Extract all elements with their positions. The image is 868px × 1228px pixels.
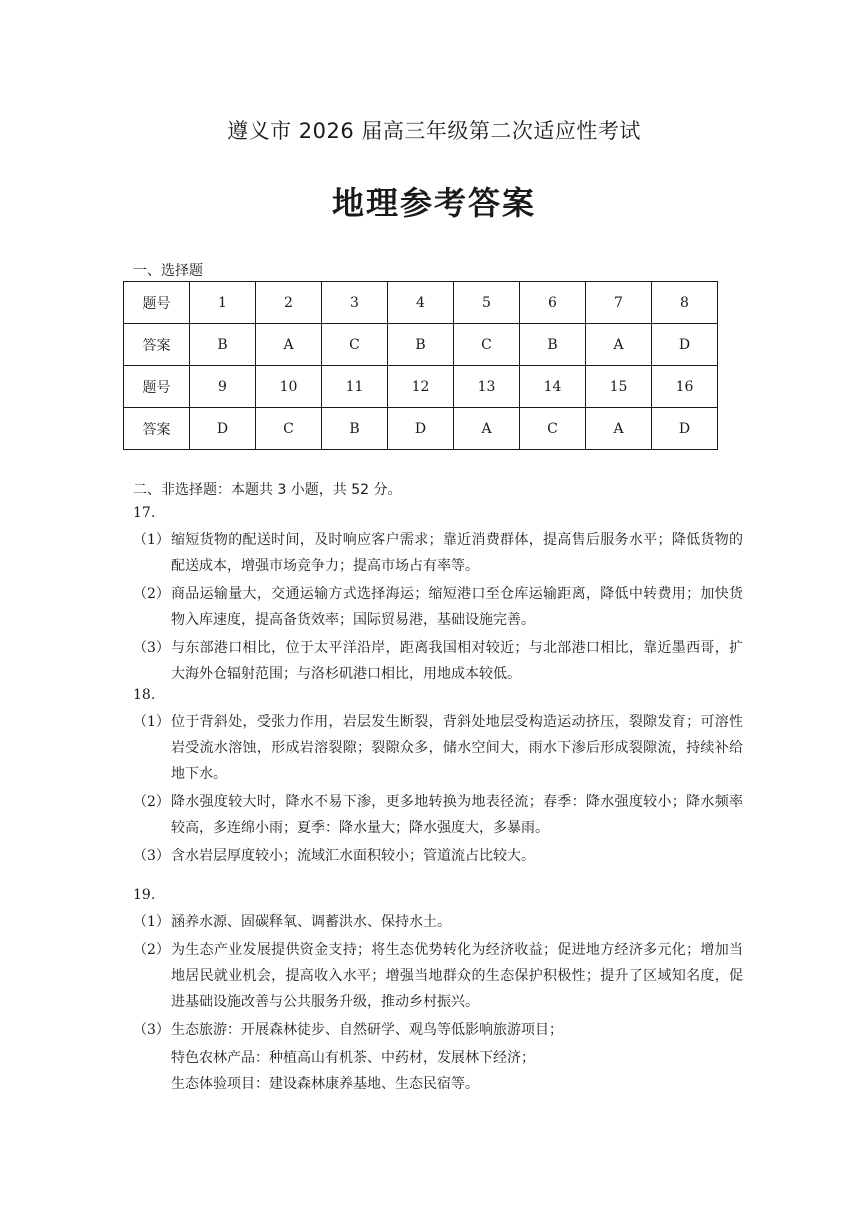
answer-table-row [124, 408, 718, 450]
answer-table-cell: B [190, 324, 256, 366]
section-heading-choice: 一、选择题 [133, 263, 203, 279]
answer-label: （1） [133, 714, 170, 730]
answer-text: 位于背斜处，受张力作用，岩层发生断裂，背斜处地层受构造运动挤压，裂隙发育；可溶性岩受流水溶蚀，形成岩溶裂隙；裂隙众多，储水空间大，雨水下渗后形成裂隙流，持续补给地下水。 [171, 714, 743, 782]
answer-continuation: 特色农林产品：种植高山有机茶、中药材，发展林下经济； [171, 1050, 535, 1066]
question-number: 17. [133, 505, 156, 521]
answer-table-cell: B [520, 324, 586, 366]
question-number: 18. [133, 687, 156, 703]
answer-text: 为生态产业发展提供资金支持；将生态优势转化为经济收益；促进地方经济多元化；增加当地居民就业机会，提高收入水平；增强当地群众的生态保护积极性；提升了区域知名度，促进基础设施改善与公共服务升级，推动乡村振兴。 [171, 942, 743, 1010]
answer-table-cell: 8 [652, 282, 718, 324]
answer-table-cell: A [586, 324, 652, 366]
answer-label: （1） [133, 532, 170, 548]
answer-table-row [124, 324, 718, 366]
answer-table-cell: 10 [256, 366, 322, 408]
answer-table-row [124, 282, 718, 324]
answer-label: （2） [133, 586, 170, 602]
row-header-cell: 题号 [124, 282, 190, 324]
answer-table-cell: C [454, 324, 520, 366]
answer-table-cell: 1 [190, 282, 256, 324]
answer-item [133, 709, 743, 787]
question-number: 19. [133, 887, 156, 903]
answer-item [133, 937, 743, 1015]
answer-label: （1） [133, 914, 170, 930]
answer-table-cell: D [388, 408, 454, 450]
answer-table-cell: 5 [454, 282, 520, 324]
answer-table-cell: 11 [322, 366, 388, 408]
answer-item [133, 527, 743, 579]
answer-text: 与东部港口相比，位于太平洋沿岸，距离我国相对较近；与北部港口相比，靠近墨西哥，扩大海外仓辐射范围；与洛杉矶港口相比，用地成本较低。 [171, 640, 743, 682]
row-header-cell: 答案 [124, 408, 190, 450]
answer-item [133, 909, 743, 935]
exam-title: 遵义市 2026 届高三年级第二次适应性考试 [227, 119, 641, 143]
question-18 [133, 687, 743, 871]
answer-text: 生态旅游：开展森林徒步、自然研学、观鸟等低影响旅游项目； [171, 1022, 563, 1038]
answer-table-cell: D [190, 408, 256, 450]
answer-table-cell: 13 [454, 366, 520, 408]
answer-table-cell: 12 [388, 366, 454, 408]
answer-table-cell: 4 [388, 282, 454, 324]
answer-label: （3） [133, 640, 170, 656]
question-19 [133, 887, 743, 1097]
section-heading-nonchoice: 二、非选择题：本题共 3 小题，共 52 分。 [133, 482, 402, 498]
answer-table-cell: 6 [520, 282, 586, 324]
answer-item [133, 635, 743, 687]
answer-table-cell: 9 [190, 366, 256, 408]
answer-table-cell: D [652, 324, 718, 366]
answer-label: （2） [133, 794, 170, 810]
answer-item [133, 843, 743, 869]
answer-table-cell: 7 [586, 282, 652, 324]
answer-table-cell: C [256, 408, 322, 450]
answer-table-cell: 15 [586, 366, 652, 408]
answer-table-cell: A [454, 408, 520, 450]
answer-text: 降水强度较大时，降水不易下渗，更多地转换为地表径流；春季：降水强度较小；降水频率较高，多连绵小雨；夏季：降水量大；降水强度大，多暴雨。 [171, 794, 743, 836]
answer-continuation: 生态体验项目：建设森林康养基地、生态民宿等。 [171, 1076, 479, 1092]
answer-label: （3） [133, 848, 170, 864]
answer-text: 含水岩层厚度较小；流域汇水面积较小；管道流占比较大。 [171, 848, 535, 864]
answer-table-cell: 16 [652, 366, 718, 408]
document-title: 地理参考答案 [331, 184, 536, 222]
answer-table-cell: C [520, 408, 586, 450]
answer-label: （3） [133, 1022, 170, 1038]
answer-table-cell: A [586, 408, 652, 450]
answer-table-cell: A [256, 324, 322, 366]
answer-table-cell: B [322, 408, 388, 450]
answer-table-cell: C [322, 324, 388, 366]
answer-table-cell: 3 [322, 282, 388, 324]
answer-table-cell: D [652, 408, 718, 450]
answer-table-cell: 2 [256, 282, 322, 324]
answer-item [133, 581, 743, 633]
question-17 [133, 505, 743, 689]
row-header-cell: 题号 [124, 366, 190, 408]
choice-answer-table [123, 281, 718, 450]
answer-item [133, 789, 743, 841]
answer-item [133, 1017, 743, 1043]
answer-label: （2） [133, 942, 170, 958]
answer-text: 商品运输量大，交通运输方式选择海运；缩短港口至仓库运输距离，降低中转费用；加快货物入库速度，提高备货效率；国际贸易港，基础设施完善。 [171, 586, 743, 628]
answer-table-row [124, 366, 718, 408]
answer-table-cell: B [388, 324, 454, 366]
row-header-cell: 答案 [124, 324, 190, 366]
answer-table-cell: 14 [520, 366, 586, 408]
answer-text: 涵养水源、固碳释氧、调蓄洪水、保持水土。 [171, 914, 451, 930]
answer-text: 缩短货物的配送时间，及时响应客户需求；靠近消费群体，提高售后服务水平；降低货物的配送成本，增强市场竞争力；提高市场占有率等。 [171, 532, 743, 574]
